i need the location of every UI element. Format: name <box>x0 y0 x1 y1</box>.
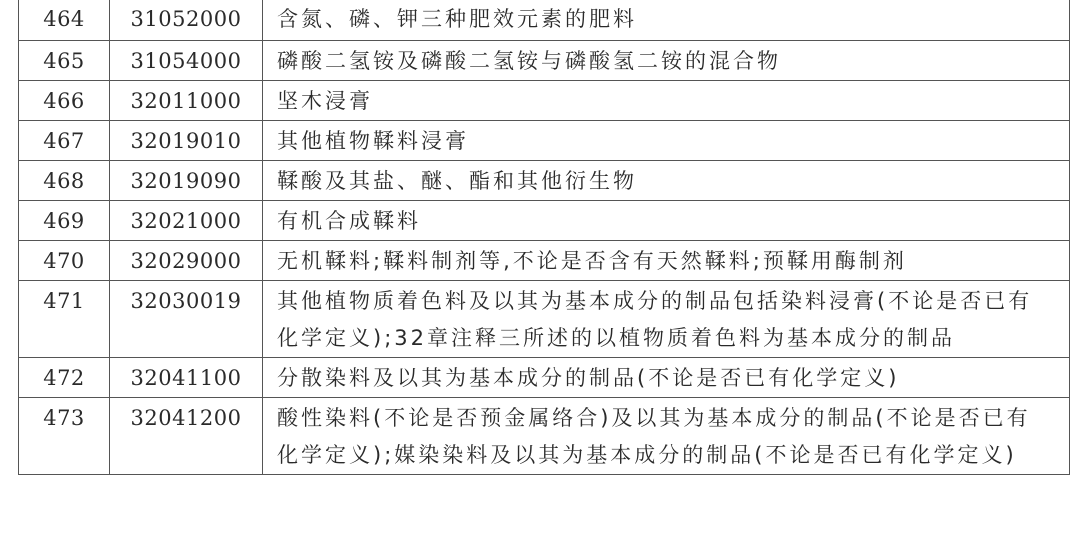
hs-code: 32029000 <box>110 241 263 281</box>
product-description: 酸性染料(不论是否预金属络合)及以其为基本成分的制品(不论是否已有化学定义);媒染染料及以其为基本成分的制品(不论是否已有化学定义) <box>263 398 1070 475</box>
product-description: 磷酸二氢铵及磷酸二氢铵与磷酸氢二铵的混合物 <box>263 41 1070 81</box>
hs-code: 32041100 <box>110 358 263 398</box>
table-body <box>19 0 1070 475</box>
product-description: 无机鞣料;鞣料制剂等,不论是否含有天然鞣料;预鞣用酶制剂 <box>263 241 1070 281</box>
hs-code: 31054000 <box>110 41 263 81</box>
product-description: 有机合成鞣料 <box>263 201 1070 241</box>
hs-code: 32030019 <box>110 281 263 358</box>
table-row <box>19 241 1070 281</box>
table-row <box>19 161 1070 201</box>
table-row <box>19 281 1070 358</box>
row-number: 466 <box>19 81 110 121</box>
row-number: 473 <box>19 398 110 475</box>
hs-code: 32021000 <box>110 201 263 241</box>
table-row <box>19 0 1070 41</box>
product-description: 坚木浸膏 <box>263 81 1070 121</box>
row-number: 465 <box>19 41 110 81</box>
hs-code-table <box>18 0 1070 475</box>
row-number: 471 <box>19 281 110 358</box>
table-row <box>19 358 1070 398</box>
hs-code: 32011000 <box>110 81 263 121</box>
row-number: 472 <box>19 358 110 398</box>
hs-code: 32019010 <box>110 121 263 161</box>
row-number: 467 <box>19 121 110 161</box>
product-description: 含氮、磷、钾三种肥效元素的肥料 <box>263 0 1070 41</box>
table-row <box>19 398 1070 475</box>
table-row <box>19 81 1070 121</box>
row-number: 464 <box>19 0 110 41</box>
table-row <box>19 201 1070 241</box>
product-description: 其他植物质着色料及以其为基本成分的制品包括染料浸膏(不论是否已有化学定义);32章注释三所述的以植物质着色料为基本成分的制品 <box>263 281 1070 358</box>
row-number: 468 <box>19 161 110 201</box>
hs-code: 32019090 <box>110 161 263 201</box>
row-number: 469 <box>19 201 110 241</box>
hs-code: 31052000 <box>110 0 263 41</box>
table-row <box>19 121 1070 161</box>
product-description: 分散染料及以其为基本成分的制品(不论是否已有化学定义) <box>263 358 1070 398</box>
table-row <box>19 41 1070 81</box>
product-description: 其他植物鞣料浸膏 <box>263 121 1070 161</box>
row-number: 470 <box>19 241 110 281</box>
product-description: 鞣酸及其盐、醚、酯和其他衍生物 <box>263 161 1070 201</box>
hs-code: 32041200 <box>110 398 263 475</box>
